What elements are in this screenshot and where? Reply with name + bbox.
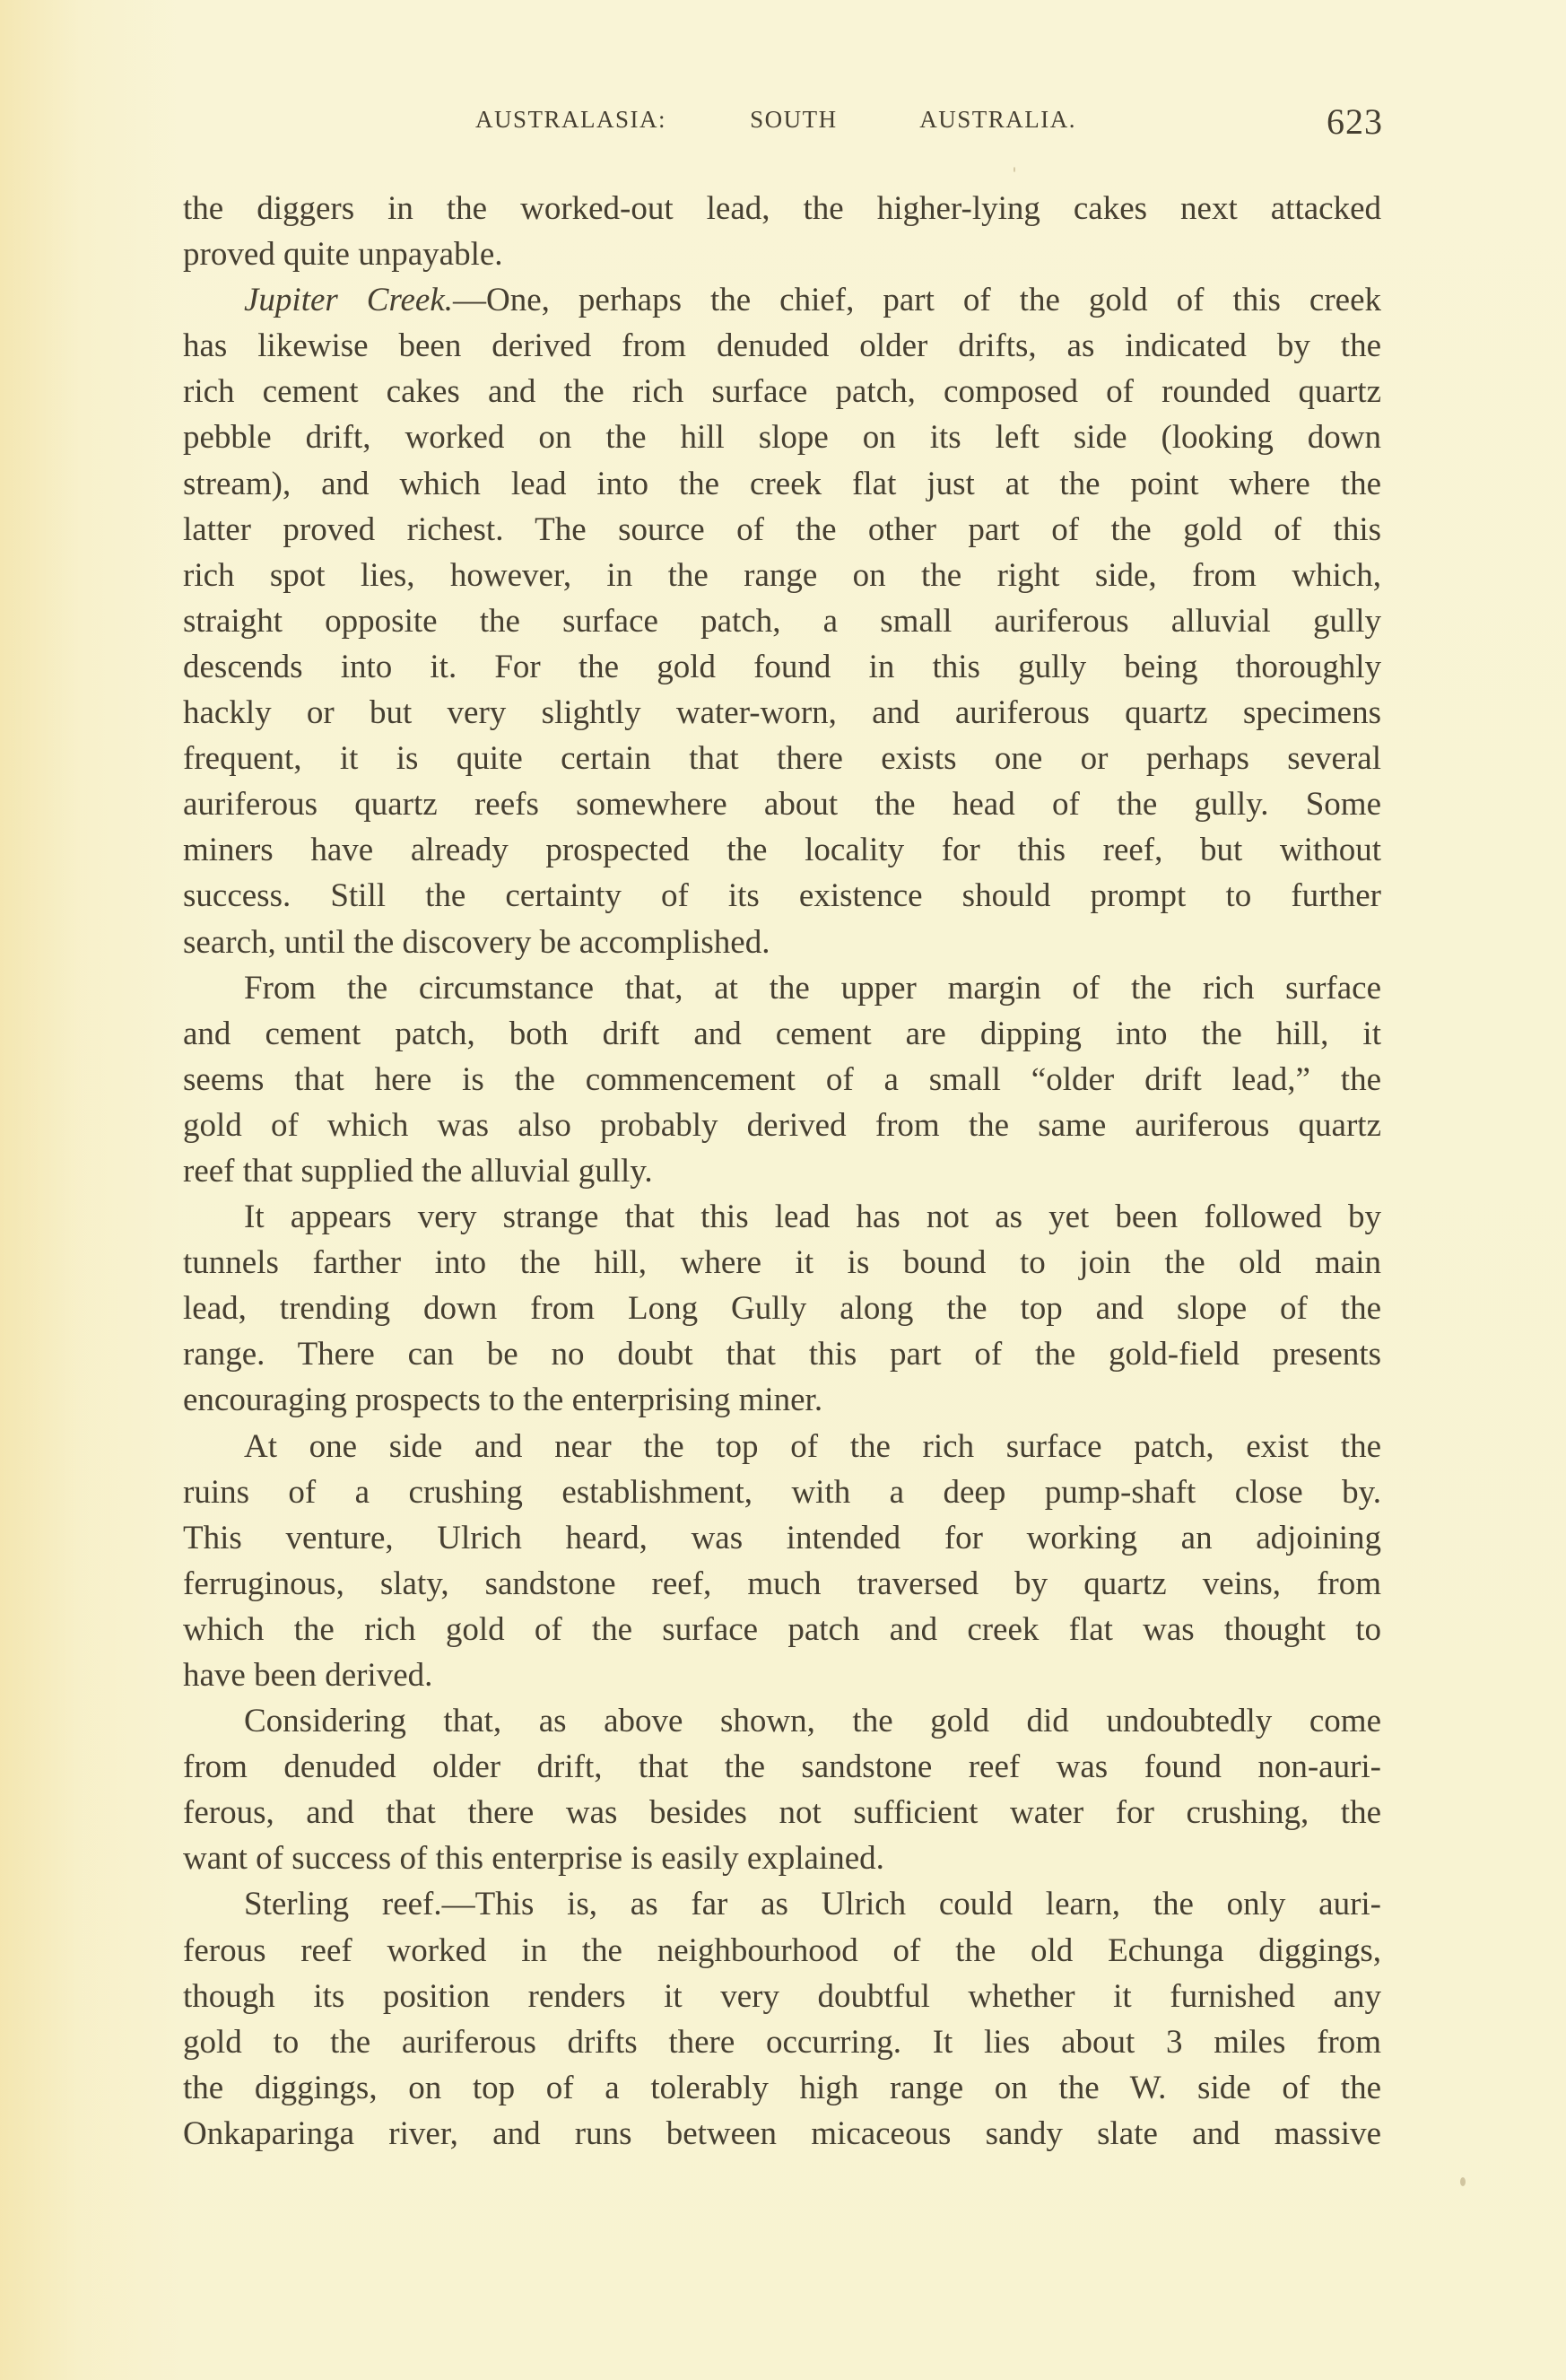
text-line: rich spot lies, however, in the range on the right side, from which,: [183, 556, 1381, 594]
text-line: have been derived.: [183, 1657, 433, 1694]
text-line: descends into it. For the gold found in this gully being thoroughly: [183, 648, 1381, 685]
text-line: At one side and near the top of the rich surface patch, exist the: [244, 1427, 1381, 1465]
text-line: search, until the discovery be accomplished.: [183, 923, 770, 961]
text-line: From the circumstance that, at the upper margin of the rich surface: [244, 969, 1381, 1007]
text-line: which the rich gold of the surface patch and creek flat was thought to: [183, 1610, 1381, 1648]
text-line: reef that supplied the alluvial gully.: [183, 1152, 653, 1190]
text-line: gold of which was also probably derived from the same auriferous quartz: [183, 1106, 1381, 1144]
text-line: Jupiter Creek.—One, perhaps the chief, part of the gold of this creek: [244, 282, 1381, 319]
text-line: has likewise been derived from denuded older drifts, as indicated by the: [183, 327, 1381, 365]
text-line: It appears very strange that this lead has not as yet been followed by: [244, 1199, 1381, 1236]
running-title: AUSTRALASIA: SOUTH AUSTRALIA.: [475, 106, 1076, 133]
text-line: auriferous quartz reefs somewhere about the head of the gully. Some: [183, 786, 1381, 824]
paper-speck: [1460, 2177, 1466, 2186]
text-line: the diggings, on top of a tolerably high range on the W. side of the: [183, 2069, 1381, 2106]
text-line: range. There can be no doubt that this part of the gold-field presents: [183, 1336, 1381, 1373]
text-line: ruins of a crushing establishment, with a deep pump-shaft close by.: [183, 1473, 1381, 1511]
text-line: success. Still the certainty of its existence should prompt to further: [183, 877, 1381, 915]
text-line: proved quite unpayable.: [183, 236, 503, 274]
text-line: straight opposite the surface patch, a small auriferous alluvial gully: [183, 602, 1381, 640]
text-line: ferous reef worked in the neighbourhood of the old Echunga diggings,: [183, 1931, 1381, 1969]
text-line: ferruginous, slaty, sandstone reef, much traversed by quartz veins, from: [183, 1565, 1381, 1602]
body-text: [183, 186, 1381, 2157]
paper-speck: [1014, 167, 1015, 172]
text-line: pebble drift, worked on the hill slope on its left side (looking down: [183, 419, 1381, 457]
text-line: latter proved richest. The source of the other part of the gold of this: [183, 510, 1381, 548]
text-line: want of success of this enterprise is easily explained.: [183, 1840, 884, 1878]
text-line: hackly or but very slightly water-worn, and auriferous quartz specimens: [183, 694, 1381, 732]
text-line: encouraging prospects to the enterprising miner.: [183, 1382, 823, 1419]
running-head: [0, 100, 1566, 140]
text-line: This venture, Ulrich heard, was intended for working an adjoining: [183, 1519, 1381, 1556]
text-line: Onkaparinga river, and runs between micaceous sandy slate and massive: [183, 2114, 1381, 2152]
text-line: gold to the auriferous drifts there occurring. It lies about 3 miles from: [183, 2023, 1381, 2061]
text-line: ferous, and that there was besides not sufficient water for crushing, the: [183, 1794, 1381, 1832]
text-line: the diggers in the worked-out lead, the higher-lying cakes next attacked: [183, 190, 1381, 227]
page-number: 623: [1327, 101, 1383, 142]
text-line: frequent, it is quite certain that there exists one or perhaps several: [183, 740, 1381, 778]
text-line: Sterling reef.—This is, as far as Ulrich could learn, the only auri-: [244, 1886, 1381, 1923]
text-line: and cement patch, both drift and cement are dipping into the hill, it: [183, 1015, 1381, 1052]
text-line: rich cement cakes and the rich surface patch, composed of rounded quartz: [183, 373, 1381, 411]
text-line: tunnels farther into the hill, where it is bound to join the old main: [183, 1244, 1381, 1282]
section-heading-jupiter-creek: Jupiter Creek.: [244, 282, 454, 319]
text-line: though its position renders it very doubtful whether it furnished any: [183, 1977, 1381, 2015]
text-line: Considering that, as above shown, the gold did undoubtedly come: [244, 1703, 1381, 1740]
text-line: stream), and which lead into the creek flat just at the point where the: [183, 465, 1381, 502]
text-line: miners have already prospected the locality for this reef, but without: [183, 832, 1381, 869]
text-line: from denuded older drift, that the sandstone reef was found non-auri-: [183, 1748, 1381, 1786]
text-line: seems that here is the commencement of a small “older drift lead,” the: [183, 1060, 1381, 1098]
text-line: lead, trending down from Long Gully along the top and slope of the: [183, 1290, 1381, 1328]
